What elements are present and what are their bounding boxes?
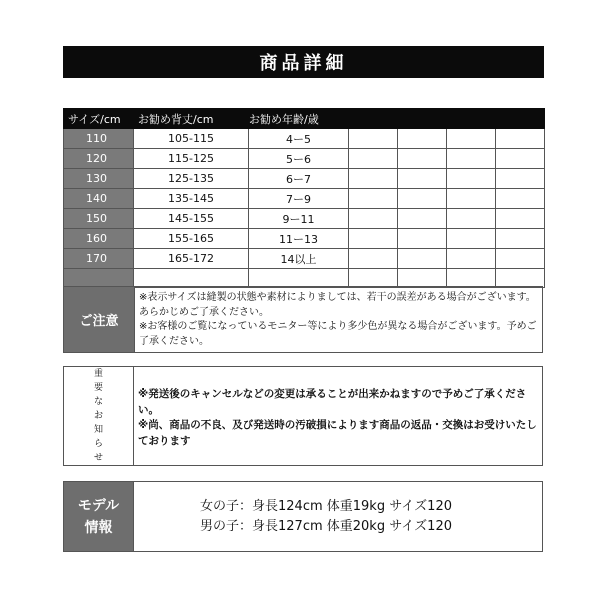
size-cell: 170 xyxy=(64,249,134,269)
age-cell: 7ー9 xyxy=(249,189,349,209)
size-cell: 160 xyxy=(64,229,134,249)
section-title: 商品詳細 xyxy=(259,53,348,74)
table-row-empty xyxy=(64,269,545,288)
model-boy: 男の子：身長127cm 体重20kg サイズ120 xyxy=(200,518,452,534)
height-cell: 125-135 xyxy=(134,169,249,189)
header-empty xyxy=(496,109,545,129)
header-empty xyxy=(349,109,398,129)
model-info-text xyxy=(133,482,542,551)
caution-box xyxy=(63,286,543,353)
notice-line-1: ※発送後のキャンセルなどの変更は承ることが出来かねますので予めご了承ください。 xyxy=(138,388,527,416)
header-height: お勧め背丈/cm xyxy=(134,109,249,129)
height-cell: 105-115 xyxy=(134,129,249,149)
table-row xyxy=(64,129,545,149)
header-empty xyxy=(398,109,447,129)
header-age: お勧め年齢/歳 xyxy=(249,109,349,129)
caution-text xyxy=(134,287,542,352)
size-cell: 140 xyxy=(64,189,134,209)
age-cell: 6ー7 xyxy=(249,169,349,189)
important-notice-box xyxy=(63,366,543,466)
header-empty xyxy=(447,109,496,129)
caution-line-1: ※表示サイズは縫製の状態や素材によりましては、若干の誤差がある場合がございます。あらかじめご了承ください。 xyxy=(139,292,536,318)
age-cell: 4ー5 xyxy=(249,129,349,149)
height-cell: 115-125 xyxy=(134,149,249,169)
size-cell: 110 xyxy=(64,129,134,149)
size-cell: 130 xyxy=(64,169,134,189)
height-cell: 165-172 xyxy=(134,249,249,269)
table-row xyxy=(64,249,545,269)
age-cell: 9ー11 xyxy=(249,209,349,229)
table-row xyxy=(64,189,545,209)
size-table xyxy=(63,108,545,288)
caution-label: ご注意 xyxy=(64,287,134,352)
notice-line-2: ※尚、商品の不良、及び発送時の汚破損によります商品の返品・交換はお受けいたしております xyxy=(138,419,537,447)
size-cell: 120 xyxy=(64,149,134,169)
header-size: サイズ/cm xyxy=(64,109,134,129)
height-cell: 155-165 xyxy=(134,229,249,249)
model-info-label: モデル 情報 xyxy=(64,482,133,551)
notice-label: 重 要 な お 知 ら せ xyxy=(64,367,134,465)
table-row xyxy=(64,169,545,189)
table-row xyxy=(64,229,545,249)
model-girl: 女の子：身長124cm 体重19kg サイズ120 xyxy=(200,498,452,514)
height-cell: 135-145 xyxy=(134,189,249,209)
model-info-box xyxy=(63,481,543,552)
height-cell: 145-155 xyxy=(134,209,249,229)
table-row xyxy=(64,209,545,229)
caution-line-2: ※お客様のご覧になっているモニター等により多少色が異なる場合がございます。予めご了承ください。 xyxy=(139,321,537,347)
size-table-header xyxy=(64,109,545,129)
age-cell: 11ー13 xyxy=(249,229,349,249)
size-cell: 150 xyxy=(64,209,134,229)
age-cell: 5ー6 xyxy=(249,149,349,169)
age-cell: 14以上 xyxy=(249,249,349,269)
table-row xyxy=(64,149,545,169)
notice-text xyxy=(134,367,542,465)
section-title-banner xyxy=(63,46,544,78)
